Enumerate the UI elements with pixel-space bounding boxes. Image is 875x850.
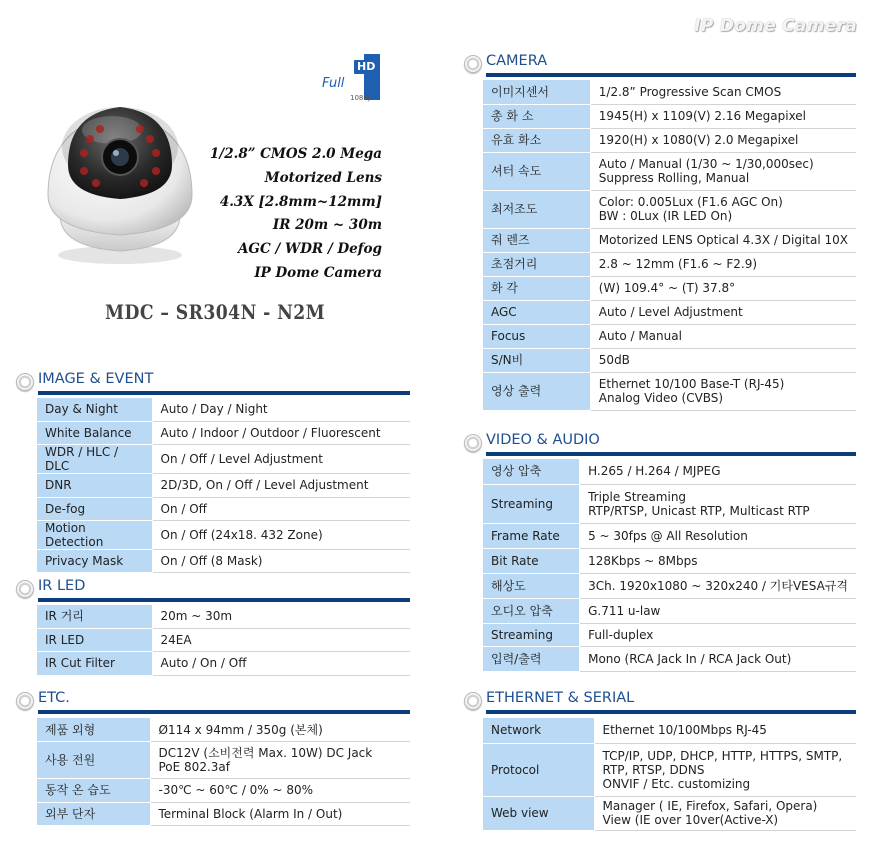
section-ir-led bbox=[16, 578, 410, 602]
spec-key: IR Cut Filter bbox=[37, 652, 152, 675]
spec-value-line: TCP/IP, UDP, DHCP, HTTP, HTTPS, SMTP, bbox=[602, 748, 843, 763]
page-banner: IP Dome Camera bbox=[694, 16, 857, 36]
spec-value-line: 5 ~ 30fps @ All Resolution bbox=[588, 528, 748, 543]
spec-value-line: Auto / Manual (1/30 ~ 1/30,000sec) bbox=[598, 157, 814, 171]
section-title: ETC. bbox=[38, 690, 70, 706]
spec-value bbox=[152, 605, 410, 628]
table-row bbox=[37, 445, 410, 474]
spec-value bbox=[590, 104, 856, 128]
spec-value-line: Suppress Rolling, Manual bbox=[598, 171, 750, 185]
spec-value bbox=[150, 779, 410, 803]
spec-value-line: On / Off (24x18. 432 Zone) bbox=[160, 528, 323, 543]
spec-key: Web view bbox=[483, 796, 594, 830]
spec-value-line: PoE 802.3af bbox=[158, 760, 230, 774]
spec-value bbox=[580, 548, 856, 573]
spec-value-line: (W) 109.4° ~ (T) 37.8° bbox=[598, 281, 736, 295]
spec-key: 동작 온 습도 bbox=[37, 779, 150, 803]
spec-value bbox=[590, 128, 856, 152]
spec-key: 셔터 속도 bbox=[483, 152, 590, 190]
table-row bbox=[483, 573, 856, 598]
spec-key: Frame Rate bbox=[483, 523, 580, 548]
spec-value-line: Ethernet 10/100 Base-T (RJ-45) bbox=[598, 377, 785, 391]
spec-value bbox=[590, 152, 856, 190]
spec-value-line: 2.8 ~ 12mm (F1.6 ~ F2.9) bbox=[598, 257, 758, 271]
spec-value-line: Analog Video (CVBS) bbox=[598, 391, 724, 405]
spec-value bbox=[150, 742, 410, 779]
spec-value bbox=[152, 550, 410, 573]
spec-value bbox=[590, 372, 856, 410]
spec-key: 입력/출력 bbox=[483, 646, 580, 671]
spec-value-line: RTP, RTSP, DDNS bbox=[602, 762, 705, 777]
spec-key: Streaming bbox=[483, 623, 580, 646]
spec-value-line: Mono (RCA Jack In / RCA Jack Out) bbox=[588, 651, 792, 666]
table-row bbox=[483, 548, 856, 573]
feature-item: 1/2.8” CMOS 2.0 Mega bbox=[209, 146, 382, 162]
table-row bbox=[37, 652, 410, 675]
table-row bbox=[483, 598, 856, 623]
spec-table-camera bbox=[483, 80, 856, 411]
spec-value bbox=[594, 718, 856, 743]
spec-value bbox=[152, 445, 410, 474]
spec-key: 사용 전원 bbox=[37, 742, 150, 779]
table-row bbox=[483, 80, 856, 104]
spec-value-line: 50dB bbox=[598, 353, 630, 367]
section-image-event bbox=[16, 371, 410, 395]
spec-key: S/N비 bbox=[483, 348, 590, 372]
spec-value bbox=[590, 276, 856, 300]
full-hd-hd-text: HD bbox=[357, 60, 376, 73]
table-row bbox=[483, 523, 856, 548]
section-title: IR LED bbox=[38, 578, 86, 594]
feature-list bbox=[170, 143, 382, 286]
spec-value bbox=[590, 80, 856, 104]
spec-value-line: On / Off / Level Adjustment bbox=[160, 452, 323, 467]
spec-value-line: BW : 0Lux (IR LED On) bbox=[598, 209, 733, 223]
feature-item: AGC / WDR / Defog bbox=[237, 241, 382, 258]
spec-value-line: DC12V (소비전력 Max. 10W) DC Jack bbox=[158, 746, 373, 760]
table-row bbox=[483, 228, 856, 252]
spec-key: 외부 단자 bbox=[37, 802, 150, 826]
spec-key: IR 거리 bbox=[37, 605, 152, 628]
spec-value-line: -30℃ ~ 60℃ / 0% ~ 80% bbox=[158, 783, 314, 798]
spec-key: 제품 외형 bbox=[37, 718, 150, 742]
table-row bbox=[483, 190, 856, 228]
spec-value bbox=[150, 802, 410, 826]
table-row bbox=[37, 718, 410, 742]
full-hd-resolution-text: 1080p bbox=[350, 94, 373, 102]
feature-item: IP Dome Camera bbox=[254, 264, 382, 281]
table-row bbox=[483, 372, 856, 410]
full-hd-badge bbox=[322, 52, 384, 108]
table-row bbox=[483, 252, 856, 276]
table-row bbox=[483, 623, 856, 646]
spec-value bbox=[594, 743, 856, 796]
spec-value-line: Ethernet 10/100Mbps RJ-45 bbox=[602, 723, 767, 738]
spec-key: 화 각 bbox=[483, 276, 590, 300]
spec-table-ethernet-serial bbox=[483, 718, 856, 831]
spec-value-line: 1/2.8” Progressive Scan CMOS bbox=[598, 84, 782, 99]
spec-value-line: Triple Streaming bbox=[588, 489, 687, 504]
table-row bbox=[37, 474, 410, 497]
spec-value-line: Auto / On / Off bbox=[160, 656, 247, 671]
spec-value-line: Manager ( IE, Firefox, Safari, Opera) bbox=[602, 799, 818, 813]
spec-value bbox=[590, 324, 856, 348]
model-name: MDC – SR304N - N2M bbox=[105, 300, 326, 324]
spec-key: WDR / HLC / DLC bbox=[37, 445, 152, 474]
section-camera bbox=[464, 53, 856, 77]
spec-value-line: 3Ch. 1920x1080 ~ 320x240 / 기타VESA규격 bbox=[588, 578, 848, 593]
table-row bbox=[483, 459, 856, 484]
spec-key: 줘 렌즈 bbox=[483, 228, 590, 252]
spec-value-line: Auto / Level Adjustment bbox=[598, 305, 743, 319]
spec-key: 초점거리 bbox=[483, 252, 590, 276]
spec-value-line: H.265 / H.264 / MJPEG bbox=[588, 464, 721, 479]
section-bullet-icon bbox=[16, 373, 34, 391]
table-row bbox=[37, 742, 410, 779]
feature-item: Motorized Lens bbox=[264, 169, 382, 186]
spec-key: Bit Rate bbox=[483, 548, 580, 573]
table-row bbox=[37, 421, 410, 444]
section-bullet-icon bbox=[464, 692, 482, 710]
full-hd-full-text: Full bbox=[322, 76, 345, 91]
spec-value-line: Ø114 x 94mm / 350g (본체) bbox=[158, 722, 323, 737]
table-row bbox=[483, 276, 856, 300]
section-video-audio bbox=[464, 432, 856, 456]
table-row bbox=[483, 348, 856, 372]
spec-key: Day & Night bbox=[37, 398, 152, 421]
spec-key: AGC bbox=[483, 300, 590, 324]
spec-value bbox=[594, 796, 856, 830]
spec-value-line: 20m ~ 30m bbox=[160, 609, 233, 624]
spec-value bbox=[580, 484, 856, 523]
spec-value bbox=[152, 521, 410, 550]
spec-value-line: On / Off bbox=[160, 501, 207, 516]
table-row bbox=[37, 779, 410, 803]
spec-key: 최저조도 bbox=[483, 190, 590, 228]
spec-key: Network bbox=[483, 718, 594, 743]
spec-value-line: Auto / Day / Night bbox=[160, 402, 268, 417]
spec-value-line: Motorized LENS Optical 4.3X / Digital 10X bbox=[598, 233, 848, 247]
spec-value-line: 2D/3D, On / Off / Level Adjustment bbox=[160, 478, 369, 493]
spec-value bbox=[580, 459, 856, 484]
spec-table-image-event bbox=[37, 398, 410, 573]
spec-table-video-audio bbox=[483, 459, 856, 672]
spec-value-line: G.711 u-law bbox=[588, 603, 661, 618]
section-title: CAMERA bbox=[486, 53, 548, 69]
table-row bbox=[483, 104, 856, 128]
spec-value bbox=[590, 228, 856, 252]
table-row bbox=[483, 152, 856, 190]
table-row bbox=[37, 497, 410, 520]
spec-key: Protocol bbox=[483, 743, 594, 796]
section-title: VIDEO & AUDIO bbox=[486, 432, 600, 448]
section-ethernet-serial bbox=[464, 690, 856, 714]
spec-value bbox=[152, 652, 410, 675]
feature-item: IR 20m ~ 30m bbox=[272, 217, 382, 234]
spec-value bbox=[580, 646, 856, 671]
table-row bbox=[483, 743, 856, 796]
spec-value bbox=[152, 497, 410, 520]
spec-value-line: 128Kbps ~ 8Mbps bbox=[588, 553, 698, 568]
table-row bbox=[483, 300, 856, 324]
table-row bbox=[37, 605, 410, 628]
table-row bbox=[483, 646, 856, 671]
spec-value-line: On / Off (8 Mask) bbox=[160, 554, 263, 569]
section-title: IMAGE & EVENT bbox=[38, 371, 154, 387]
spec-value bbox=[580, 598, 856, 623]
spec-value bbox=[580, 623, 856, 646]
spec-value-line: Color: 0.005Lux (F1.6 AGC On) bbox=[598, 195, 783, 209]
table-row bbox=[483, 484, 856, 523]
spec-value-line: Auto / Indoor / Outdoor / Fluorescent bbox=[160, 426, 381, 441]
spec-key: Motion Detection bbox=[37, 521, 152, 550]
spec-key: Streaming bbox=[483, 484, 580, 523]
section-etc bbox=[16, 690, 410, 714]
section-title: ETHERNET & SERIAL bbox=[486, 690, 635, 706]
spec-value bbox=[590, 190, 856, 228]
spec-key: Privacy Mask bbox=[37, 550, 152, 573]
spec-value-line: ONVIF / Etc. customizing bbox=[602, 776, 751, 791]
spec-value bbox=[590, 300, 856, 324]
spec-key: 총 화 소 bbox=[483, 104, 590, 128]
spec-key: IR LED bbox=[37, 628, 152, 651]
table-row bbox=[483, 796, 856, 830]
spec-value-line: Full-duplex bbox=[588, 627, 654, 642]
spec-value bbox=[152, 474, 410, 497]
section-bullet-icon bbox=[16, 580, 34, 598]
spec-table-ir-led bbox=[37, 605, 410, 676]
section-bullet-icon bbox=[16, 692, 34, 710]
spec-value bbox=[152, 421, 410, 444]
feature-item: 4.3X [2.8mm~12mm] bbox=[219, 193, 382, 210]
table-row bbox=[37, 628, 410, 651]
spec-value bbox=[590, 348, 856, 372]
spec-value-line: Terminal Block (Alarm In / Out) bbox=[158, 806, 343, 821]
table-row bbox=[37, 521, 410, 550]
spec-value bbox=[580, 523, 856, 548]
table-row bbox=[483, 718, 856, 743]
spec-key: 이미지센서 bbox=[483, 80, 590, 104]
section-bullet-icon bbox=[464, 55, 482, 73]
section-bullet-icon bbox=[464, 434, 482, 452]
spec-value bbox=[152, 398, 410, 421]
table-row bbox=[37, 398, 410, 421]
spec-key: Focus bbox=[483, 324, 590, 348]
spec-value-line: Auto / Manual bbox=[598, 329, 682, 343]
table-row bbox=[483, 128, 856, 152]
spec-value bbox=[590, 252, 856, 276]
spec-value-line: 1945(H) x 1109(V) 2.16 Megapixel bbox=[598, 109, 807, 123]
table-row bbox=[483, 324, 856, 348]
spec-table-etc bbox=[37, 718, 410, 826]
spec-key: 영상 압축 bbox=[483, 459, 580, 484]
spec-key: De-fog bbox=[37, 497, 152, 520]
spec-value-line: 1920(H) x 1080(V) 2.0 Megapixel bbox=[598, 133, 799, 147]
table-row bbox=[37, 550, 410, 573]
spec-key: 유효 화소 bbox=[483, 128, 590, 152]
table-row bbox=[37, 802, 410, 826]
spec-key: 해상도 bbox=[483, 573, 580, 598]
spec-key: 영상 출력 bbox=[483, 372, 590, 410]
spec-value-line: View (IE over 10ver(Active-X) bbox=[602, 813, 779, 827]
spec-value-line: RTP/RTSP, Unicast RTP, Multicast RTP bbox=[588, 503, 810, 518]
spec-value bbox=[152, 628, 410, 651]
spec-value bbox=[150, 718, 410, 742]
spec-value-line: 24EA bbox=[160, 633, 192, 648]
spec-value bbox=[580, 573, 856, 598]
spec-key: White Balance bbox=[37, 421, 152, 444]
spec-key: DNR bbox=[37, 474, 152, 497]
spec-key: 오디오 압축 bbox=[483, 598, 580, 623]
